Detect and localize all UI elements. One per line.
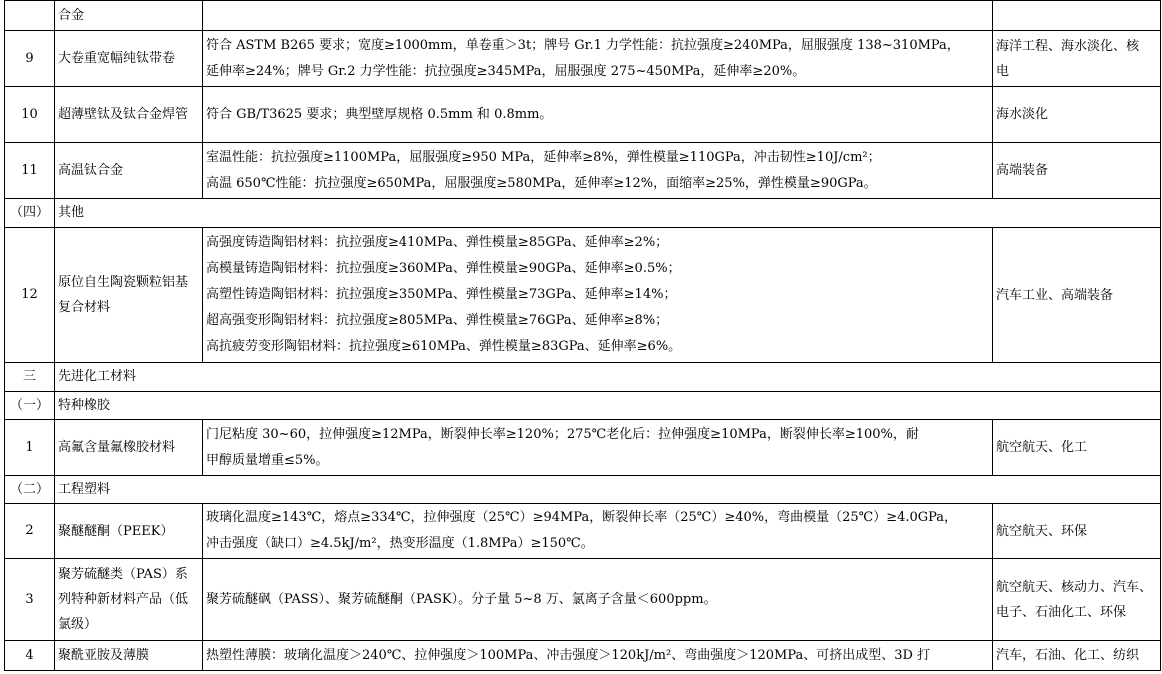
section-row: [5, 199, 1161, 228]
spec-cell: [203, 228, 993, 363]
spec-line: 符合 GB/T3625 要求；典型壁厚规格 0.5mm 和 0.8mm。: [206, 106, 553, 122]
material-name: 原位自生陶瓷颗粒铝基复合材料: [55, 228, 203, 363]
spec-cell: [203, 559, 993, 641]
application-line: 海洋工程、海水淡化、核: [996, 38, 1140, 54]
row-number: 3: [5, 559, 55, 641]
material-name: 超薄壁钛及钛合金焊管: [55, 87, 203, 143]
spec-line: 玻璃化温度≥143℃，熔点≥334℃，拉伸强度（25℃）≥94MPa，断裂伸长率（25℃）≥40%，弯曲模量（25℃）≥4.0GPa，: [206, 510, 958, 525]
section-number: （二）: [5, 476, 55, 504]
section-row: [5, 363, 1161, 392]
table-row: [5, 559, 1161, 641]
table-row: [5, 641, 1161, 671]
spec-line: 冲击强度（缺口）≥4.5kJ/m²，热变形温度（1.8MPa）≥150℃。: [206, 536, 594, 551]
application-cell: [993, 143, 1161, 199]
row-number: 12: [5, 228, 55, 363]
table-row: [5, 504, 1161, 559]
row-number: 9: [5, 31, 55, 87]
row-number: 4: [5, 641, 55, 671]
section-row: [5, 392, 1161, 420]
spec-line: 高抗疲劳变形陶铝材料：抗拉强度≥610MPa、弹性模量≥83GPa、延伸率≥6%。: [206, 339, 682, 354]
material-name: 聚芳硫醚类（PAS）系列特种新材料产品（低氯级）: [55, 559, 203, 641]
application-line: 汽车工业、高端装备: [996, 287, 1114, 303]
spec-cell: [203, 420, 993, 476]
section-title: 特种橡胶: [55, 392, 1161, 420]
row-number: 10: [5, 87, 55, 143]
spec-cell: [203, 87, 993, 143]
spec-line: 符合 ASTM B265 要求；宽度≥1000mm，单卷重＞3t；牌号 Gr.1 力学性能：抗拉强度≥240MPa，屈服强度 138~310MPa，: [206, 37, 960, 53]
section-title: 工程塑料: [55, 476, 1161, 504]
section-number: （一）: [5, 392, 55, 420]
application-cell: [993, 420, 1161, 476]
application-line: 海水淡化: [996, 107, 1049, 122]
table-row: [5, 420, 1161, 476]
material-name: 高温钛合金: [55, 143, 203, 199]
table-row: [5, 87, 1161, 143]
application-line: 高端装备: [996, 163, 1049, 178]
section-row: [5, 476, 1161, 504]
table-row: [5, 31, 1161, 87]
application-line: 汽车，石油、化工、纺织: [996, 648, 1140, 663]
section-number: 三: [5, 363, 55, 392]
row-number: 1: [5, 420, 55, 476]
row-number: 2: [5, 504, 55, 559]
spec-cell: [203, 1, 993, 31]
application-line: 电子、石油化工、环保: [996, 604, 1127, 620]
materials-table: [4, 0, 1161, 671]
section-title: 先进化工材料: [55, 363, 1161, 392]
application-cell: [993, 641, 1161, 671]
row-number: [5, 1, 55, 31]
spec-cell: [203, 504, 993, 559]
material-name: 大卷重宽幅纯钛带卷: [55, 31, 203, 87]
application-cell: [993, 1, 1161, 31]
section-number: （四）: [5, 199, 55, 228]
table-row: [5, 1, 1161, 31]
spec-line: 超高强变形陶铝材料：抗拉强度≥805MPa、弹性模量≥76GPa、延伸率≥8%；: [206, 313, 669, 328]
spec-cell: [203, 143, 993, 199]
application-cell: [993, 31, 1161, 87]
spec-line: 热塑性薄膜：玻璃化温度＞240℃、拉伸强度＞100MPa、冲击强度＞120kJ/m²、弯曲强度＞120MPa、可挤出成型、3D 打: [206, 647, 931, 663]
application-line: 电: [996, 63, 1010, 79]
spec-line: 高温 650℃性能：抗拉强度≥650MPa，屈服强度≥580MPa，延伸率≥12%，面缩率≥25%，弹性模量≥90GPa。: [206, 175, 877, 191]
application-cell: [993, 504, 1161, 559]
spec-cell: [203, 31, 993, 87]
application-line: 航空航天、核动力、汽车、: [996, 579, 1153, 595]
spec-line: 室温性能：抗拉强度≥1100MPa，屈服强度≥950 MPa，延伸率≥8%，弹性模量≥110GPa，冲击韧性≥10J/cm²；: [206, 149, 881, 165]
application-line: 航空航天、环保: [996, 523, 1088, 539]
table-row: [5, 143, 1161, 199]
application-cell: [993, 228, 1161, 363]
spec-line: 聚芳硫醚砜（PASS）、聚芳硫醚酮（PASK）。分子量 5~8 万、氯离子含量＜600ppm。: [206, 591, 717, 607]
section-title: 其他: [55, 199, 1161, 228]
material-name: 高氟含量氟橡胶材料: [55, 420, 203, 476]
spec-line: 高模量铸造陶铝材料：抗拉强度≥360MPa、弹性模量≥90GPa、延伸率≥0.5%；: [206, 261, 681, 276]
spec-line: 高强度铸造陶铝材料：抗拉强度≥410MPa、弹性模量≥85GPa、延伸率≥2%；: [206, 235, 669, 250]
material-name: 合金: [55, 1, 203, 31]
spec-line: 甲醇质量增重≤5%。: [206, 452, 329, 468]
material-name: 聚醚醚酮（PEEK）: [55, 504, 203, 559]
material-name: 聚酰亚胺及薄膜: [55, 641, 203, 671]
application-line: 航空航天、化工: [996, 440, 1088, 455]
row-number: 11: [5, 143, 55, 199]
spec-cell: [203, 641, 993, 671]
table-row: [5, 228, 1161, 363]
application-cell: [993, 559, 1161, 641]
spec-line: 延伸率≥24%；牌号 Gr.2 力学性能：抗拉强度≥345MPa，屈服强度 275~450MPa，延伸率≥20%。: [206, 63, 806, 79]
spec-line: 高塑性铸造陶铝材料：抗拉强度≥350MPa、弹性模量≥73GPa、延伸率≥14%；: [206, 287, 677, 302]
application-cell: [993, 87, 1161, 143]
spec-line: 门尼粘度 30~60，拉伸强度≥12MPa，断裂伸长率≥120%；275℃老化后：拉伸强度≥10MPa，断裂伸长率≥100%，耐: [206, 426, 919, 442]
